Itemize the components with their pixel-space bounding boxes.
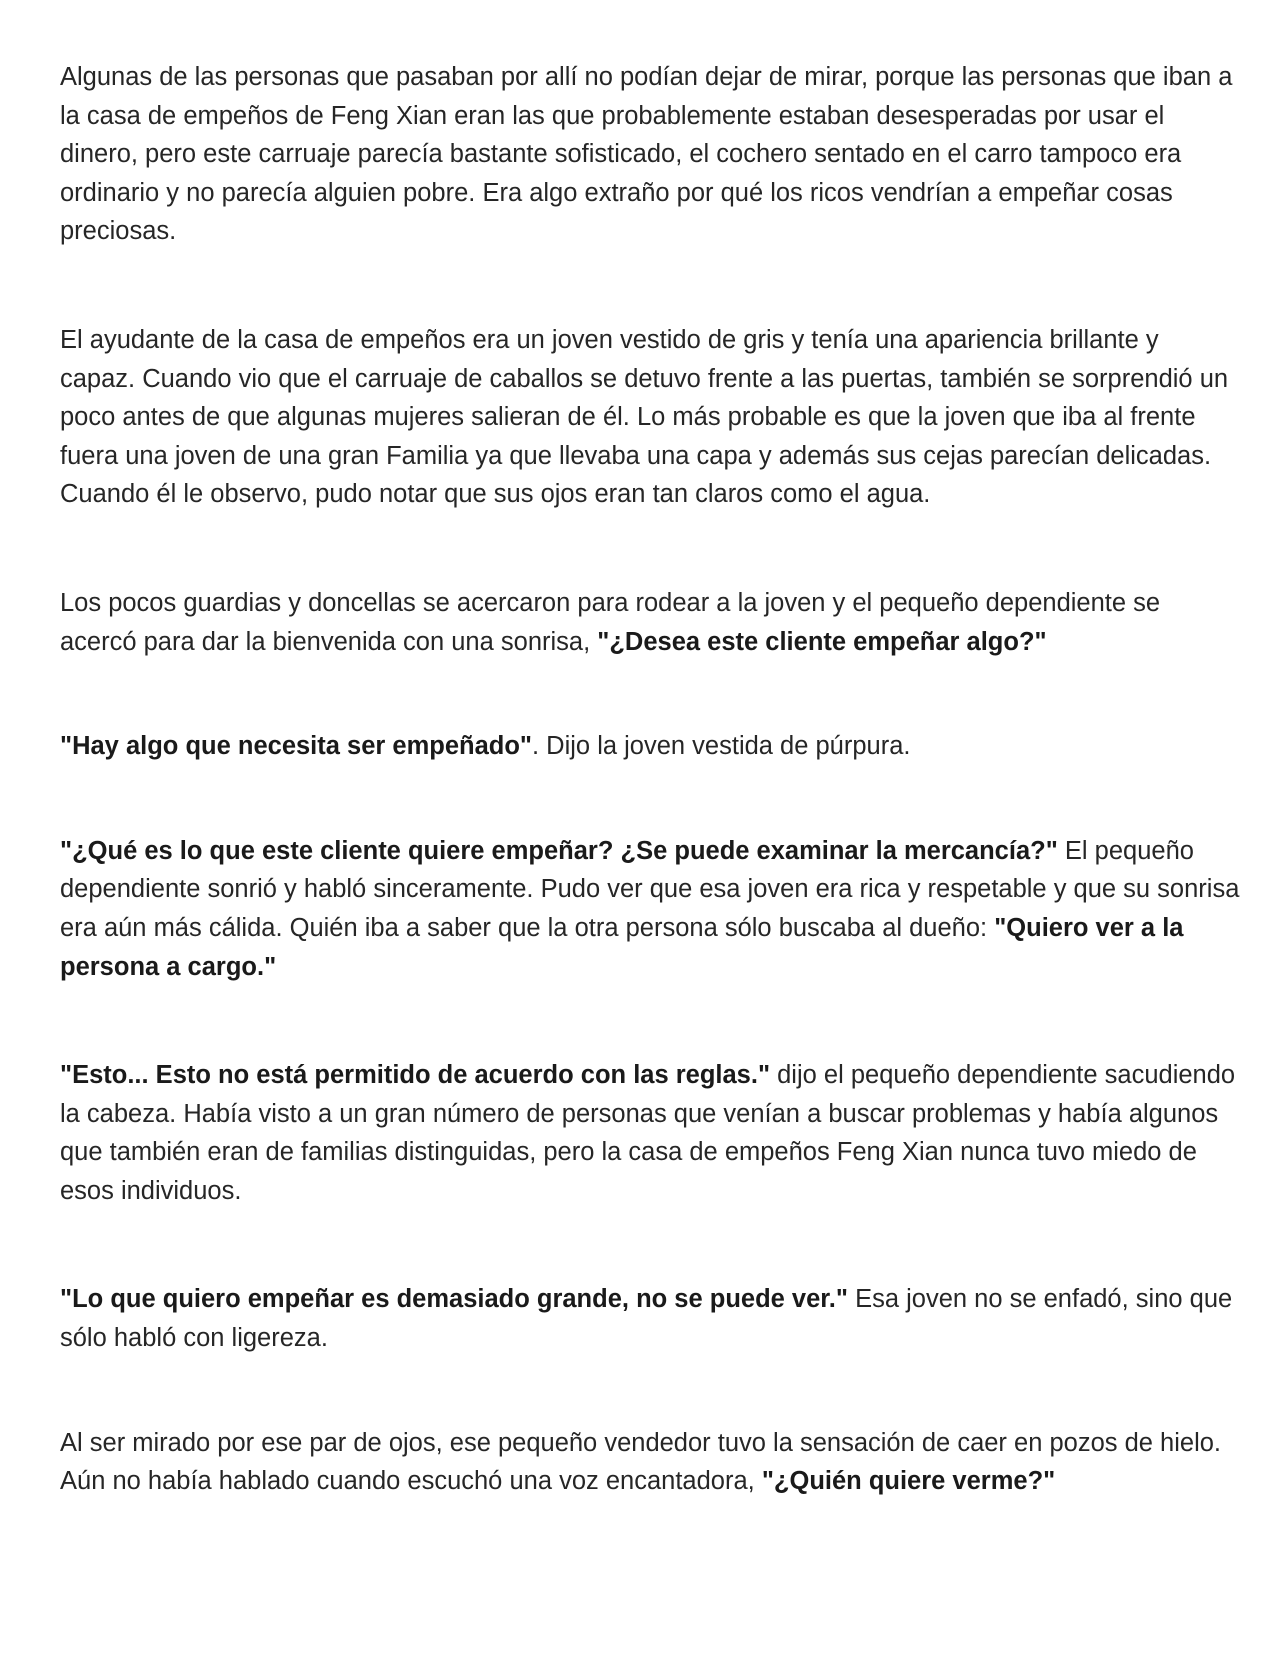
narration-text: dijo el pequeño dependiente sacudiendo la cabeza. Había visto a un gran número de personas que venían a buscar problemas y había algunos que también eran de familias distinguidas, pero la casa de empeños Feng Xian nunca tuvo miedo de esos individuos. (60, 1061, 1236, 1205)
narration-text: Al ser mirado por ese par de ojos, ese pequeño vendedor tuvo la sensación de caer en pozos de hielo. Aún no había hablado cuando escuchó una voz encantadora, (60, 1428, 1221, 1496)
paragraph-6 (60, 1056, 1240, 1210)
paragraph-4 (60, 727, 1240, 766)
narration-text: Los pocos guardias y doncellas se acercaron para rodear a la joven y el pequeño dependiente se acercó para dar la bienvenida con una sonrisa, (60, 588, 1161, 656)
dialogue-text: "Esto... Esto no está permitido de acuerdo con las reglas." (60, 1061, 771, 1090)
paragraph-3 (60, 584, 1240, 661)
narration-text: . Dijo la joven vestida de púrpura. (532, 732, 911, 761)
paragraph-5 (60, 832, 1240, 986)
dialogue-text: "Hay algo que necesita ser empeñado" (60, 732, 533, 761)
paragraph-7 (60, 1280, 1240, 1357)
narration-text: Algunas de las personas que pasaban por allí no podían dejar de mirar, porque las personas que iban a la casa de empeños de Feng Xian eran las que probablemente estaban desesperadas por usar el dinero, pero este carruaje parecía bastante sofisticado, el cochero sentado en el carro tampoco era ordinario y no parecía alguien pobre. Era algo extraño por qué los ricos vendrían a empeñar cosas preciosas. (60, 63, 1233, 246)
dialogue-text: "Lo que quiero empeñar es demasiado grande, no se puede ver." (60, 1285, 848, 1314)
narration-text: Esa joven no se enfadó, sino que sólo habló con ligereza. (60, 1285, 1233, 1353)
paragraph-1 (60, 58, 1240, 251)
dialogue-text: "¿Desea este cliente empeñar algo?" (597, 627, 1047, 656)
narration-text: El pequeño dependiente sonrió y habló sinceramente. Pudo ver que esa joven era rica y respetable y que su sonrisa era aún más cálida. Quién iba a saber que la otra persona sólo buscaba al dueño: (60, 836, 1240, 942)
narration-text: El ayudante de la casa de empeños era un joven vestido de gris y tenía una apariencia brillante y capaz. Cuando vio que el carruaje de caballos se detuvo frente a las puertas, también se sorprendió un poco antes de que algunas mujeres salieran de él. Lo más probable es que la joven que iba al frente fuera una joven de una gran Familia ya que llevaba una capa y además sus cejas parecían delicadas. Cuando él le observo, pudo notar que sus ojos eran tan claros como el agua. (60, 325, 1229, 509)
paragraph-8 (60, 1424, 1240, 1501)
dialogue-text: "Quiero ver a la persona a cargo." (60, 913, 1184, 981)
dialogue-text: "¿Qué es lo que este cliente quiere empeñar? ¿Se puede examinar la mercancía?" (60, 836, 1058, 865)
dialogue-text: "¿Quién quiere verme?" (761, 1467, 1056, 1496)
document-page (60, 58, 1240, 1501)
paragraph-2 (60, 321, 1240, 514)
